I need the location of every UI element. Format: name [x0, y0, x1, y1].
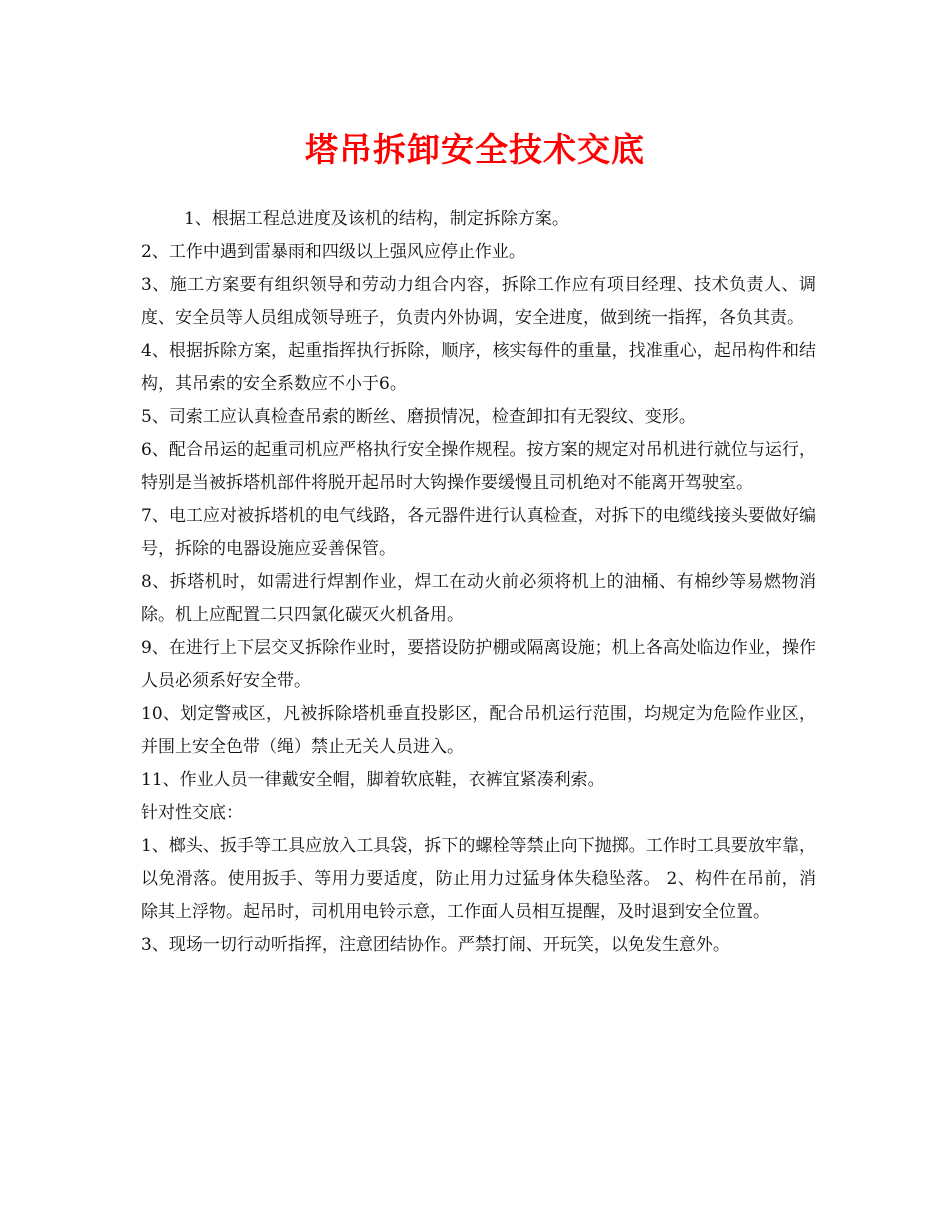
paragraph-item-8: 8、拆塔机时，如需进行焊割作业，焊工在动火前必须将机上的油桶、有棉纱等易燃物消除。机上应配置二只四氯化碳灭火机备用。	[141, 572, 816, 625]
paragraph-item-7: 7、电工应对被拆塔机的电气线路，各元器件进行认真检查，对拆下的电缆线接头要做好编号，拆除的电器设施应妥善保管。	[141, 506, 816, 559]
paragraph-item-2: 2、工作中遇到雷暴雨和四级以上强风应停止作业。	[141, 242, 526, 262]
paragraph-item-3: 3、施工方案要有组织领导和劳动力组合内容，拆除工作应有项目经理、技术负责人、调度、安全员等人员组成领导班子，负责内外协调，安全进度，做到统一指挥，各负其责。	[141, 275, 816, 328]
paragraph-targeted-1: 1、榔头、扳手等工具应放入工具袋，拆下的螺栓等禁止向下抛掷。工作时工具要放牢靠，以免滑落。使用扳手、等用力要适度，防止用力过猛身体失稳坠落。 2、构件在吊前，消除其上浮物。起吊时，司机用电铃示意，工作面人员相互提醒，及时退到安全位置。	[141, 836, 816, 922]
paragraph-item-11: 11、作业人员一律戴安全帽，脚着软底鞋，衣裤宜紧凑利索。	[141, 770, 605, 790]
paragraph-targeted-3: 3、现场一切行动听指挥，注意团结协作。严禁打闹、开玩笑，以免发生意外。	[141, 935, 730, 955]
document-body	[141, 203, 816, 962]
paragraph-item-4: 4、根据拆除方案，起重指挥执行拆除，顺序，核实每件的重量，找准重心，起吊构件和结构，其吊索的安全系数应不小于6。	[141, 341, 816, 394]
section-heading-targeted: 针对性交底：	[141, 803, 243, 823]
document-title: 塔吊拆卸安全技术交底	[305, 130, 645, 169]
paragraph-item-9: 9、在进行上下层交叉拆除作业时，要搭设防护棚或隔离设施；机上各高处临边作业，操作人员必须系好安全带。	[141, 638, 816, 691]
paragraph-item-1: 1、根据工程总进度及该机的结构，制定拆除方案。	[184, 209, 569, 229]
paragraph-item-6: 6、配合吊运的起重司机应严格执行安全操作规程。按方案的规定对吊机进行就位与运行，特别是当被拆塔机部件将脱开起吊时大钩操作要缓慢且司机绝对不能离开驾驶室。	[141, 440, 816, 493]
paragraph-item-5: 5、司索工应认真检查吊索的断丝、磨损情况，检查卸扣有无裂纹、变形。	[141, 407, 696, 427]
paragraph-item-10: 10、划定警戒区，凡被拆除塔机垂直投影区，配合吊机运行范围，均规定为危险作业区，并围上安全色带（绳）禁止无关人员进入。	[141, 704, 816, 757]
